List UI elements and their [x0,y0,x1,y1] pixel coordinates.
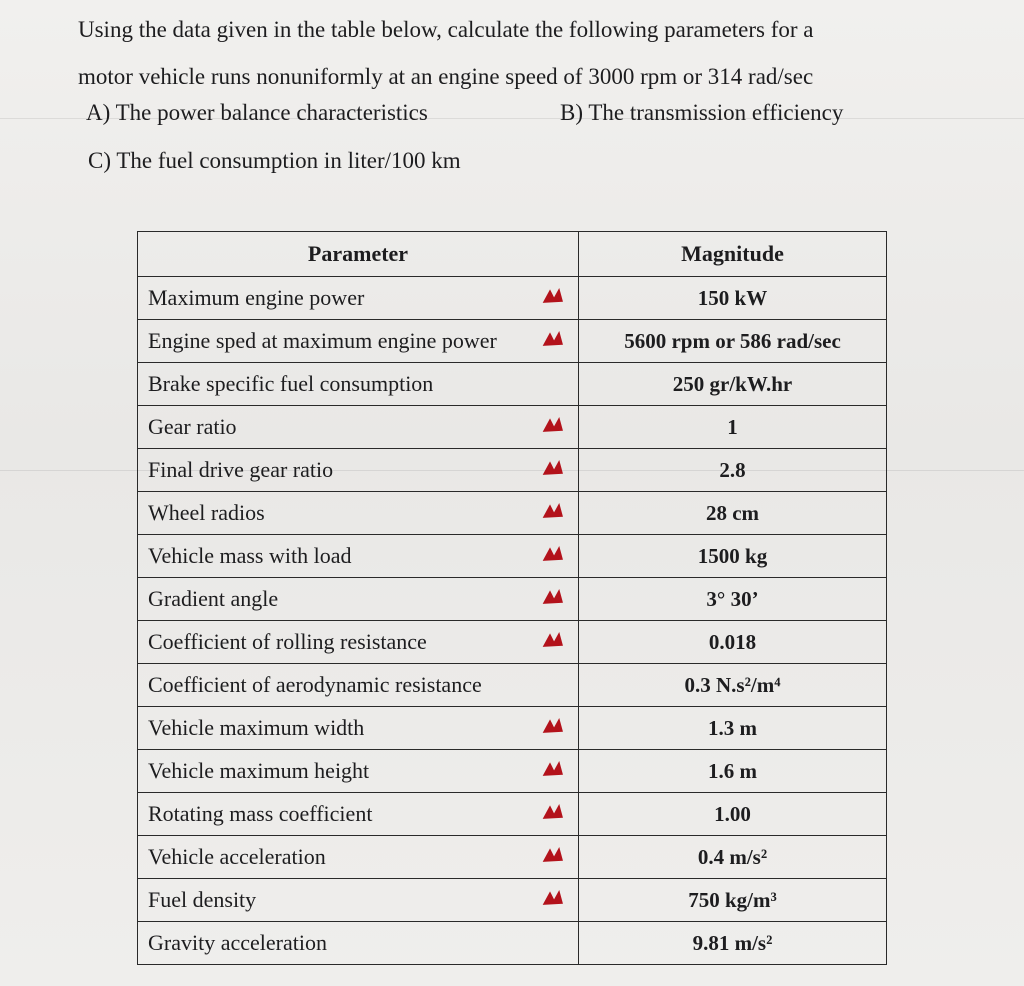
parameter-cell [138,621,579,664]
part-a: A) The power balance characteristics [86,100,428,125]
parameter-label: Fuel density [148,887,257,912]
parameter-cell [138,664,579,707]
parameter-label: Coefficient of rolling resistance [148,629,427,654]
parameter-label: Gravity acceleration [148,930,327,955]
red-scribble-mark [542,717,564,737]
parameter-label: Wheel radios [148,500,265,525]
magnitude-cell: 0.3 N.s²/m⁴ [579,664,887,707]
parameter-label: Vehicle mass with load [148,543,352,568]
magnitude-cell: 750 kg/m³ [579,879,887,922]
parameter-cell [138,492,579,535]
parameter-cell [138,793,579,836]
parameter-label: Vehicle acceleration [148,844,326,869]
parameter-cell [138,535,579,578]
red-scribble-mark [542,889,564,909]
magnitude-cell: 3° 30’ [579,578,887,621]
parameters-table [137,231,887,965]
table-row [138,578,887,621]
table-row [138,621,887,664]
magnitude-cell: 1.00 [579,793,887,836]
table-row [138,449,887,492]
magnitude-cell: 1 [579,406,887,449]
table-row [138,363,887,406]
red-scribble-mark [542,588,564,608]
red-scribble-mark [542,760,564,780]
red-scribble-mark [542,287,564,307]
red-scribble-mark [542,330,564,350]
table-row [138,879,887,922]
parameter-label: Gradient angle [148,586,279,611]
parameter-label: Engine sped at maximum engine power [148,328,497,353]
parameter-label: Maximum engine power [148,285,365,310]
part-c: C) The fuel consumption in liter/100 km [88,148,461,173]
magnitude-cell: 5600 rpm or 586 rad/sec [579,320,887,363]
magnitude-cell: 0.4 m/s² [579,836,887,879]
parameter-cell [138,836,579,879]
parameter-cell [138,578,579,621]
problem-line-1: Using the data given in the table below, calculate the following parameters for a [78,17,814,42]
magnitude-cell: 150 kW [579,277,887,320]
part-b: B) The transmission efficiency [560,100,844,125]
parameter-cell [138,277,579,320]
red-scribble-mark [542,846,564,866]
table-header-row [138,232,887,277]
red-scribble-mark [542,631,564,651]
magnitude-cell: 0.018 [579,621,887,664]
magnitude-cell: 9.81 m/s² [579,922,887,965]
header-parameter: Parameter [138,232,579,277]
table-row [138,793,887,836]
problem-statement [78,6,998,100]
parameter-cell [138,750,579,793]
magnitude-cell: 28 cm [579,492,887,535]
red-scribble-mark [542,416,564,436]
parameter-cell [138,363,579,406]
table-row [138,406,887,449]
parameter-cell [138,707,579,750]
parameter-cell [138,406,579,449]
parameter-label: Brake specific fuel consumption [148,371,434,396]
parameter-cell [138,879,579,922]
parameter-cell [138,922,579,965]
parameter-label: Vehicle maximum width [148,715,365,740]
parameter-label: Final drive gear ratio [148,457,334,482]
red-scribble-mark [542,502,564,522]
table-row [138,320,887,363]
problem-line-2: motor vehicle runs nonuniformly at an engine speed of 3000 rpm or 314 rad/sec [78,64,814,89]
table-row [138,836,887,879]
red-scribble-mark [542,803,564,823]
parameter-label: Vehicle maximum height [148,758,370,783]
magnitude-cell: 1500 kg [579,535,887,578]
magnitude-cell: 2.8 [579,449,887,492]
magnitude-cell: 1.3 m [579,707,887,750]
parameter-cell [138,449,579,492]
table-row [138,922,887,965]
table-row [138,535,887,578]
header-magnitude: Magnitude [579,232,887,277]
parameter-cell [138,320,579,363]
red-scribble-mark [542,459,564,479]
table-row [138,277,887,320]
red-scribble-mark [542,545,564,565]
magnitude-cell: 1.6 m [579,750,887,793]
table-row [138,492,887,535]
table-row [138,707,887,750]
table-row [138,664,887,707]
magnitude-cell: 250 gr/kW.hr [579,363,887,406]
parameter-label: Rotating mass coefficient [148,801,373,826]
parameter-label: Gear ratio [148,414,237,439]
table-row [138,750,887,793]
parameter-label: Coefficient of aerodynamic resistance [148,672,482,697]
